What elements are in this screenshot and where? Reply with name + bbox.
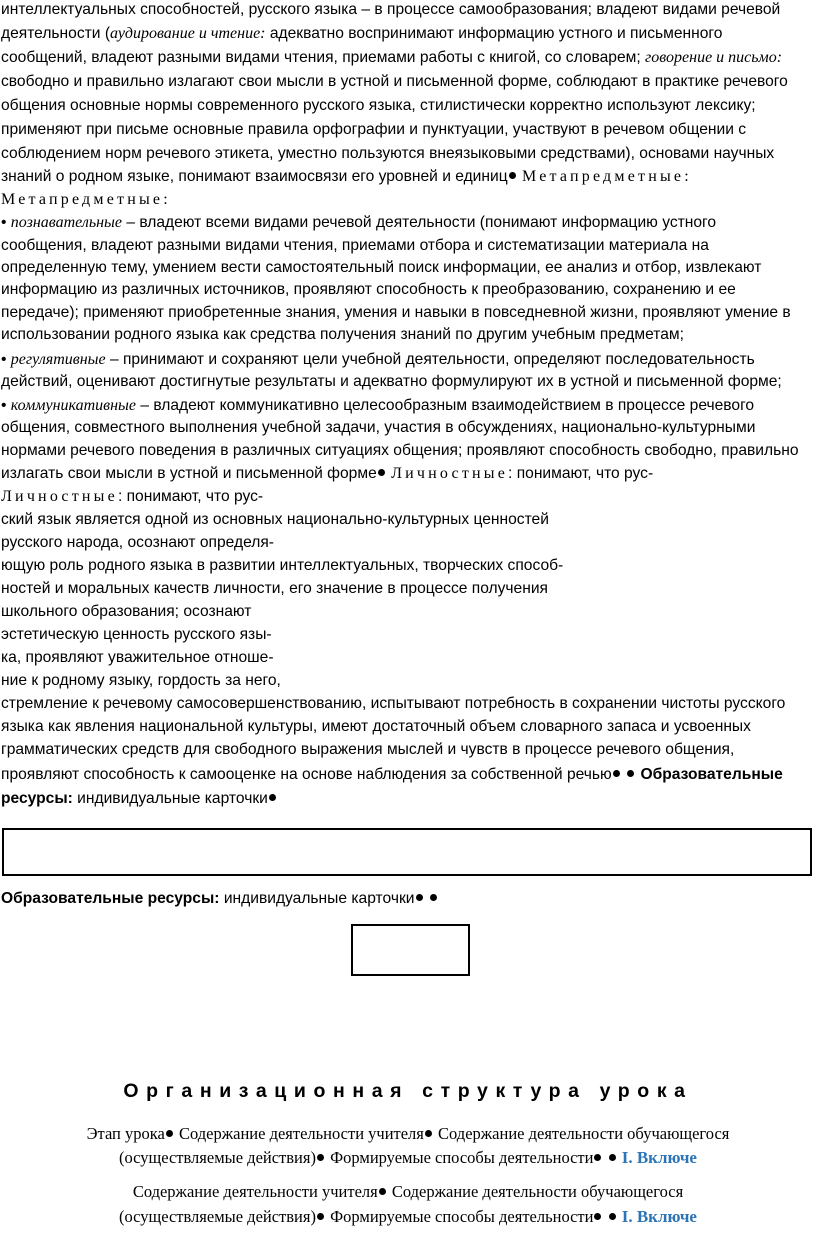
- text-line: передаче); применяют приобретенные знания, умения и навыки в повседневной жизни, проявляют умение в: [1, 304, 791, 321]
- bullet-dot-icon: [269, 794, 276, 801]
- text-line: эстетическую ценность русского язы-: [1, 626, 272, 643]
- text-line: проявляют способность к самооценке на основе наблюдения за собственной речью Образовательные: [1, 766, 783, 783]
- text-line: Метапредметные:: [1, 191, 171, 208]
- list-item: • познавательные – владеют всеми видами речевой деятельности (понимают информацию устного: [1, 214, 717, 231]
- empty-frame: [2, 828, 812, 876]
- text-line: ресурсы: индивидуальные карточки: [1, 789, 278, 809]
- text-line: общения, совместного выполнения учебной задачи, участия в обсуждениях, национально-культурными: [1, 419, 756, 436]
- text-line: ностей и моральных качеств личности, его значение в процессе получения: [1, 580, 548, 597]
- text-line: грамматических средств для свободного выражения мыслей и чувств в процессе речевого общения,: [1, 741, 735, 758]
- bullet-dot-icon: [317, 1213, 324, 1220]
- text-line: русского народа, осознают определя-: [1, 534, 274, 551]
- text-line: свободно и правильно излагают свои мысли в устной и письменной форме, соблюдают в практике речевого: [1, 73, 788, 90]
- text-line: ский язык является одной из основных национально-культурных ценностей: [1, 511, 549, 528]
- text-line: стремление к речевому самосовершенствованию, испытывают потребность в сохранении чистоты русского: [1, 695, 786, 712]
- bullet-dot-icon: [430, 894, 437, 901]
- text-line: действий, оценивают достигнутые результаты и адекватно формулируют их в устной и письменной форме;: [1, 373, 782, 390]
- text-line: излагать свои мысли в устной и письменной форме Личностные: понимают, что рус-: [1, 465, 654, 482]
- bullet-dot-icon: [317, 1154, 324, 1161]
- table-header-line: Содержание деятельности учителя Содержание деятельности обучающегося: [132, 1182, 684, 1201]
- list-item: • коммуникативные – владеют коммуникативно целесообразным взаимодействием в процессе речевого: [1, 397, 755, 414]
- text-line: ющую роль родного языка в развитии интеллектуальных, творческих способ-: [1, 557, 564, 574]
- text-line: интеллектуальных способностей, русского языка – в процессе самообразования; владеют видами речевой: [1, 1, 781, 18]
- text-line: ка, проявляют уважительное отноше-: [1, 649, 274, 666]
- text-line: использовании родного языка как средства получения знаний по другим учебным предметам;: [1, 326, 684, 343]
- text-line: школьного образования; осознают: [1, 603, 252, 620]
- bullet-dot-icon: [378, 469, 385, 476]
- text-line: нормами речевого поведения в различных ситуациях общения; проявляют способность свободно, правильно: [1, 442, 799, 459]
- text-line: информацию из различных источников, проявляют способность к преобразованию, сохранению и ее: [1, 281, 736, 298]
- bullet-dot-icon: [594, 1154, 601, 1161]
- table-header-line: (осуществляемые действия) Формируемые способы деятельности I. Включе: [119, 1148, 697, 1167]
- bullet-dot-icon: [594, 1213, 601, 1220]
- bullet-dot-icon: [609, 1154, 616, 1161]
- text-line: соблюдением норм речевого этикета, уместно пользуются внеязыковыми средствами), основами научных: [1, 145, 775, 162]
- text-line: применяют при письме основные правила орфографии и пунктуации, участвуют в речевом общении с: [1, 121, 747, 138]
- text-line: сообщений, владеют разными видами чтения, приемами работы с книгой, со словарем; говорение и письмо:: [1, 49, 783, 66]
- empty-box: [351, 924, 470, 976]
- bullet-dot-icon: [425, 1130, 432, 1137]
- bullet-dot-icon: [609, 1213, 616, 1220]
- text-line: Образовательные ресурсы: индивидуальные карточки: [1, 889, 439, 909]
- text-line: определенную тему, умением вести самостоятельный поиск информации, ее анализ и отбор, извлекают: [1, 259, 762, 276]
- text-line: ние к родному языку, гордость за него,: [1, 672, 281, 689]
- bullet-dot-icon: [509, 172, 516, 179]
- text-line: Личностные: понимают, что рус-: [1, 488, 264, 505]
- text-line: общения основные нормы современного русского языка, стилистически корректно используют лексику;: [1, 97, 756, 114]
- section-heading: Организационная структура урока: [123, 1080, 693, 1102]
- text-line: языка как явления национальной культуры, имеют достаточный объем словарного запаса и усвоенных: [1, 718, 751, 735]
- list-item: • регулятивные – принимают и сохраняют цели учебной деятельности, определяют последовательность: [1, 351, 755, 368]
- bullet-dot-icon: [627, 770, 634, 777]
- bullet-dot-icon: [416, 894, 423, 901]
- bullet-dot-icon: [379, 1188, 386, 1195]
- text-line: знаний о родном языке, понимают взаимосвязи его уровней и единиц Метапредметные:: [1, 168, 692, 185]
- text-line: сообщения, владеют разными видами чтения, приемами отбора и систематизации материала на: [1, 237, 709, 254]
- table-header-line: (осуществляемые действия) Формируемые способы деятельности I. Включе: [119, 1207, 697, 1226]
- bullet-dot-icon: [613, 770, 620, 777]
- table-header-line: Этап урока Содержание деятельности учителя Содержание деятельности обучающегося: [86, 1124, 730, 1143]
- text-line: деятельности (аудирование и чтение: адекватно воспринимают информацию устного и письменного: [1, 25, 723, 42]
- bullet-dot-icon: [166, 1130, 173, 1137]
